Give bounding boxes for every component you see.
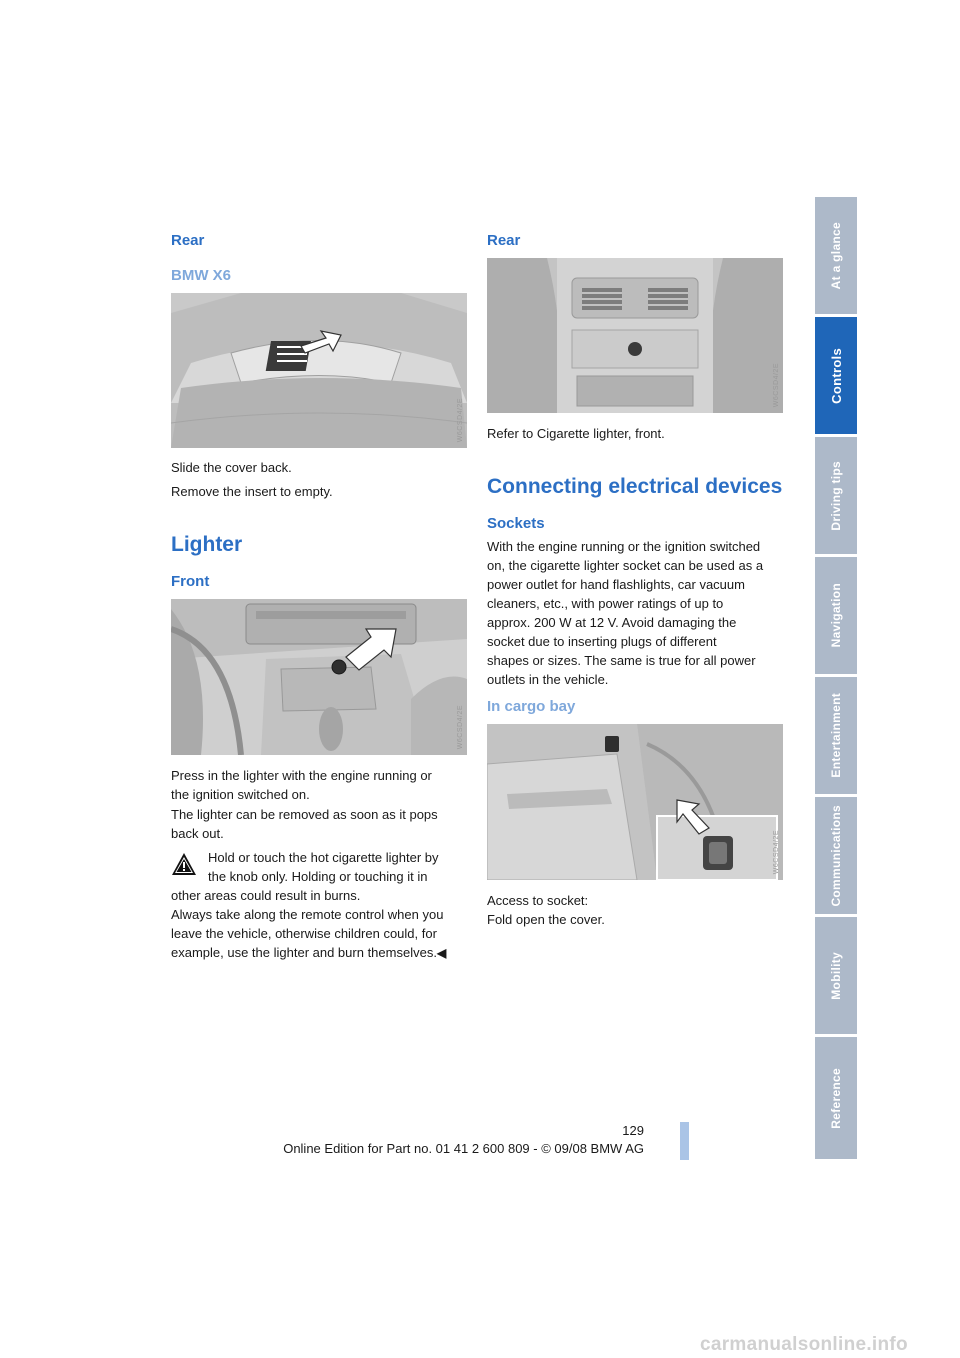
refer-text: Refer to Cigarette lighter, front. xyxy=(487,426,665,441)
front-lighter-illustration xyxy=(171,599,467,755)
tab-driving-tips[interactable] xyxy=(815,437,857,554)
end-marker: ◀ xyxy=(436,946,447,960)
rear-console-figure xyxy=(487,258,783,413)
sockets-line-5: approx. 200 W at 12 V. Avoid damaging the xyxy=(487,615,737,630)
tab-communications[interactable] xyxy=(815,797,857,914)
connecting-heading: Connecting electrical devices xyxy=(487,475,783,498)
warning-line-1: Hold or touch the hot cigarette lighter by xyxy=(208,850,439,865)
tab-entertainment[interactable] xyxy=(815,677,857,794)
warning-line-5: leave the vehicle, otherwise children could, for xyxy=(171,926,437,941)
figure-code: W6CSD4/2E xyxy=(457,704,464,749)
sockets-line-4: cleaners, etc., with power ratings of up to xyxy=(487,596,724,611)
figure-code: W6CSD4/2E xyxy=(773,362,780,407)
warning-line-4: Always take along the remote control when you xyxy=(171,907,444,922)
slide-cover-text: Slide the cover back. xyxy=(171,460,292,475)
removed-line-1: The lighter can be removed as soon as it pops xyxy=(171,807,438,822)
tab-label: Navigation xyxy=(829,583,843,648)
press-in-line-1: Press in the lighter with the engine running or xyxy=(171,768,432,783)
page-number: 129 xyxy=(622,1123,644,1138)
tab-label: Controls xyxy=(828,347,844,404)
removed-line-2: back out. xyxy=(171,826,224,841)
cargo-bay-figure xyxy=(487,724,783,880)
warning-line-6 xyxy=(171,943,446,963)
rear-heading-left: Rear xyxy=(171,232,205,249)
tab-controls[interactable] xyxy=(815,317,857,434)
site-watermark: carmanualsonline.info xyxy=(700,1334,908,1355)
cargo-bay-illustration xyxy=(487,724,783,880)
tab-label: Driving tips xyxy=(829,460,843,531)
press-in-line-2: the ignition switched on. xyxy=(171,787,310,802)
remove-insert-text: Remove the insert to empty. xyxy=(171,484,333,499)
edition-footer: Online Edition for Part no. 01 41 2 600 809 - © 09/08 BMW AG xyxy=(283,1141,644,1156)
cargo-bay-heading: In cargo bay xyxy=(487,698,576,715)
bmw-x6-heading: BMW X6 xyxy=(171,267,231,284)
rear-armrest-figure xyxy=(171,293,467,448)
rear-armrest-illustration xyxy=(171,293,467,448)
tab-label: At a glance xyxy=(829,221,843,290)
rear-console-illustration xyxy=(487,258,783,413)
sockets-line-3: power outlet for hand flashlights, car vacuum xyxy=(487,577,745,592)
tab-navigation[interactable] xyxy=(815,557,857,674)
warning-line-2: the knob only. Holding or touching it in xyxy=(208,869,428,884)
sockets-heading: Sockets xyxy=(487,515,545,532)
warning-icon xyxy=(171,852,197,876)
tab-label: Communications xyxy=(829,804,843,907)
front-heading: Front xyxy=(171,573,210,590)
front-lighter-figure xyxy=(171,599,467,755)
sockets-line-8: outlets in the vehicle. xyxy=(487,672,609,687)
sockets-line-6: socket due to inserting plugs of different xyxy=(487,634,717,649)
tab-label: Mobility xyxy=(829,951,843,1000)
figure-code: W6CSD4/2E xyxy=(457,397,464,442)
tab-reference[interactable] xyxy=(815,1037,857,1159)
access-line-1: Access to socket: xyxy=(487,893,589,908)
warning-line-6-text: example, use the lighter and burn themselves. xyxy=(171,945,437,960)
sockets-line-1: With the engine running or the ignition switched xyxy=(487,539,761,554)
warning-line-3: other areas could result in burns. xyxy=(171,888,361,903)
sockets-line-7: shapes or sizes. The same is true for all power xyxy=(487,653,756,668)
page-marker-bar xyxy=(680,1122,689,1160)
figure-code: W6CSD4/2E xyxy=(773,829,780,874)
tab-at-a-glance[interactable] xyxy=(815,197,857,314)
tab-label: Reference xyxy=(829,1067,843,1129)
access-line-2: Fold open the cover. xyxy=(487,912,605,927)
tab-label: Entertainment xyxy=(829,693,843,778)
sockets-line-2: on, the cigarette lighter socket can be used as a xyxy=(487,558,764,573)
rear-heading-right: Rear xyxy=(487,232,521,249)
lighter-heading: Lighter xyxy=(171,533,243,556)
tab-mobility[interactable] xyxy=(815,917,857,1034)
